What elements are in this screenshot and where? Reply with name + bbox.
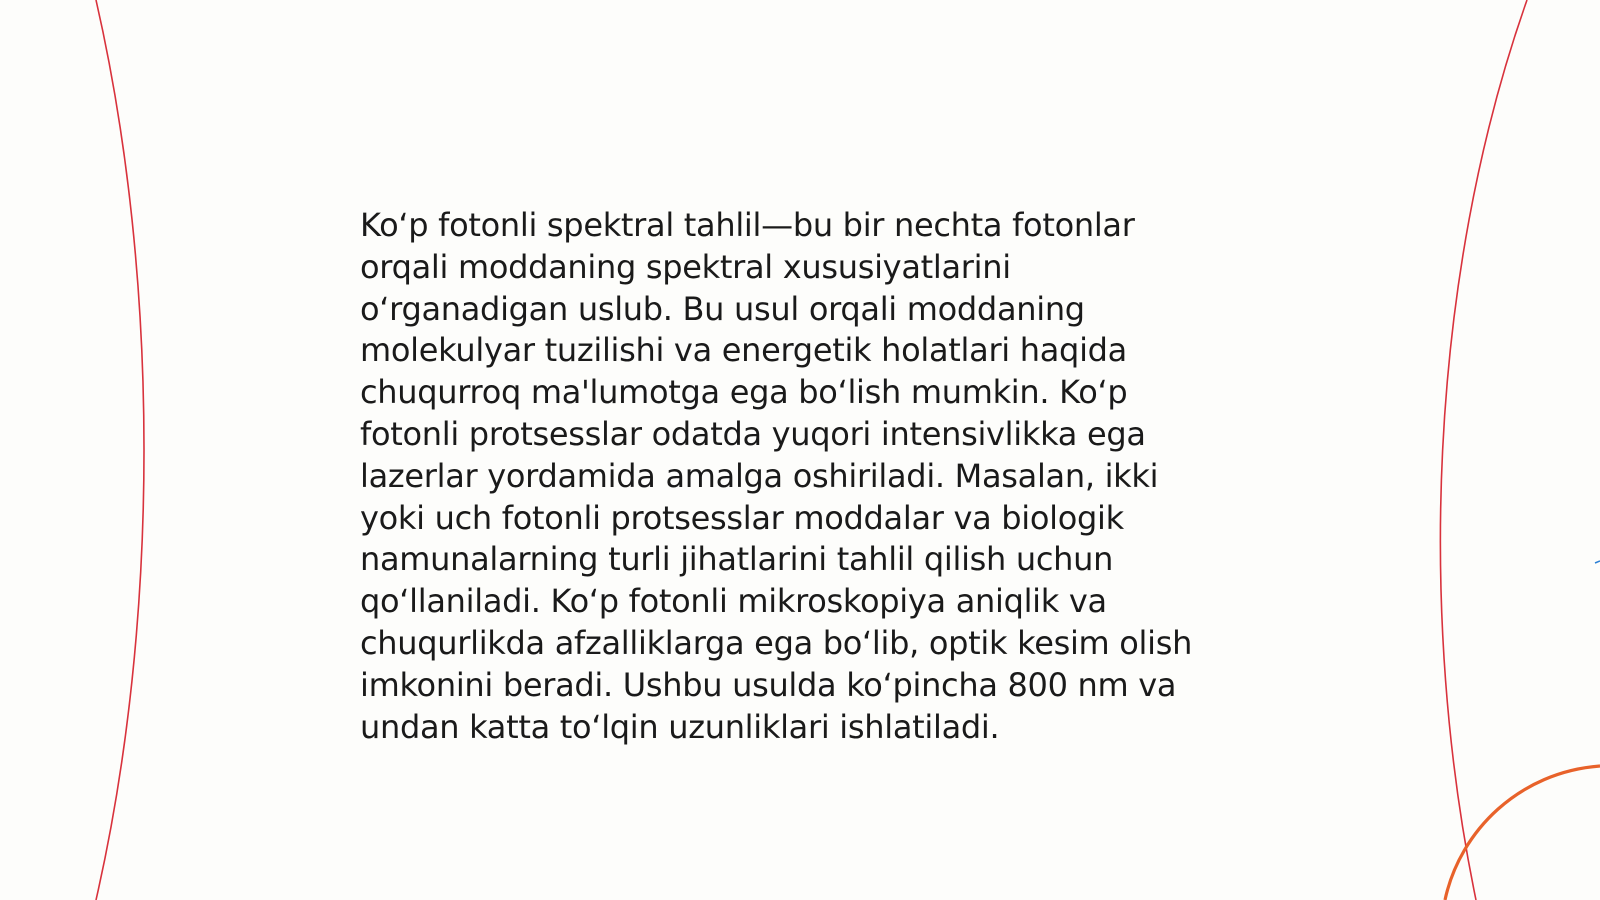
blue-tick-mark [1595, 561, 1600, 563]
body-paragraph: Koʻp fotonli spektral tahlil—bu bir nechta fotonlar orqali moddaning spektral xususiyatlarini oʻrganadigan uslub. Bu usul orqali moddaning molekulyar tuzilishi va energetik holatlari haqida chuqurroq ma'lumotga ega boʻlish mumkin. Koʻp fotonli protsesslar odatda yuqori intensivlikka ega lazerlar yordamida amalga oshiriladi. Masalan, ikki yoki uch fotonli protsesslar moddalar va biologik namunalarning turli jihatlarini tahlil qilish uchun qoʻllaniladi. Koʻp fotonli mikroskopiya aniqlik va chuqurlikda afzalliklarga ega boʻlib, optik kesim olish imkonini beradi. Ushbu usulda koʻpincha 800 nm va undan katta toʻlqin uzunliklari ishlatiladi. [360, 206, 1193, 746]
right-curve-line [1440, 0, 1527, 900]
left-curve-line [96, 0, 144, 900]
orange-arc [1445, 766, 1600, 900]
